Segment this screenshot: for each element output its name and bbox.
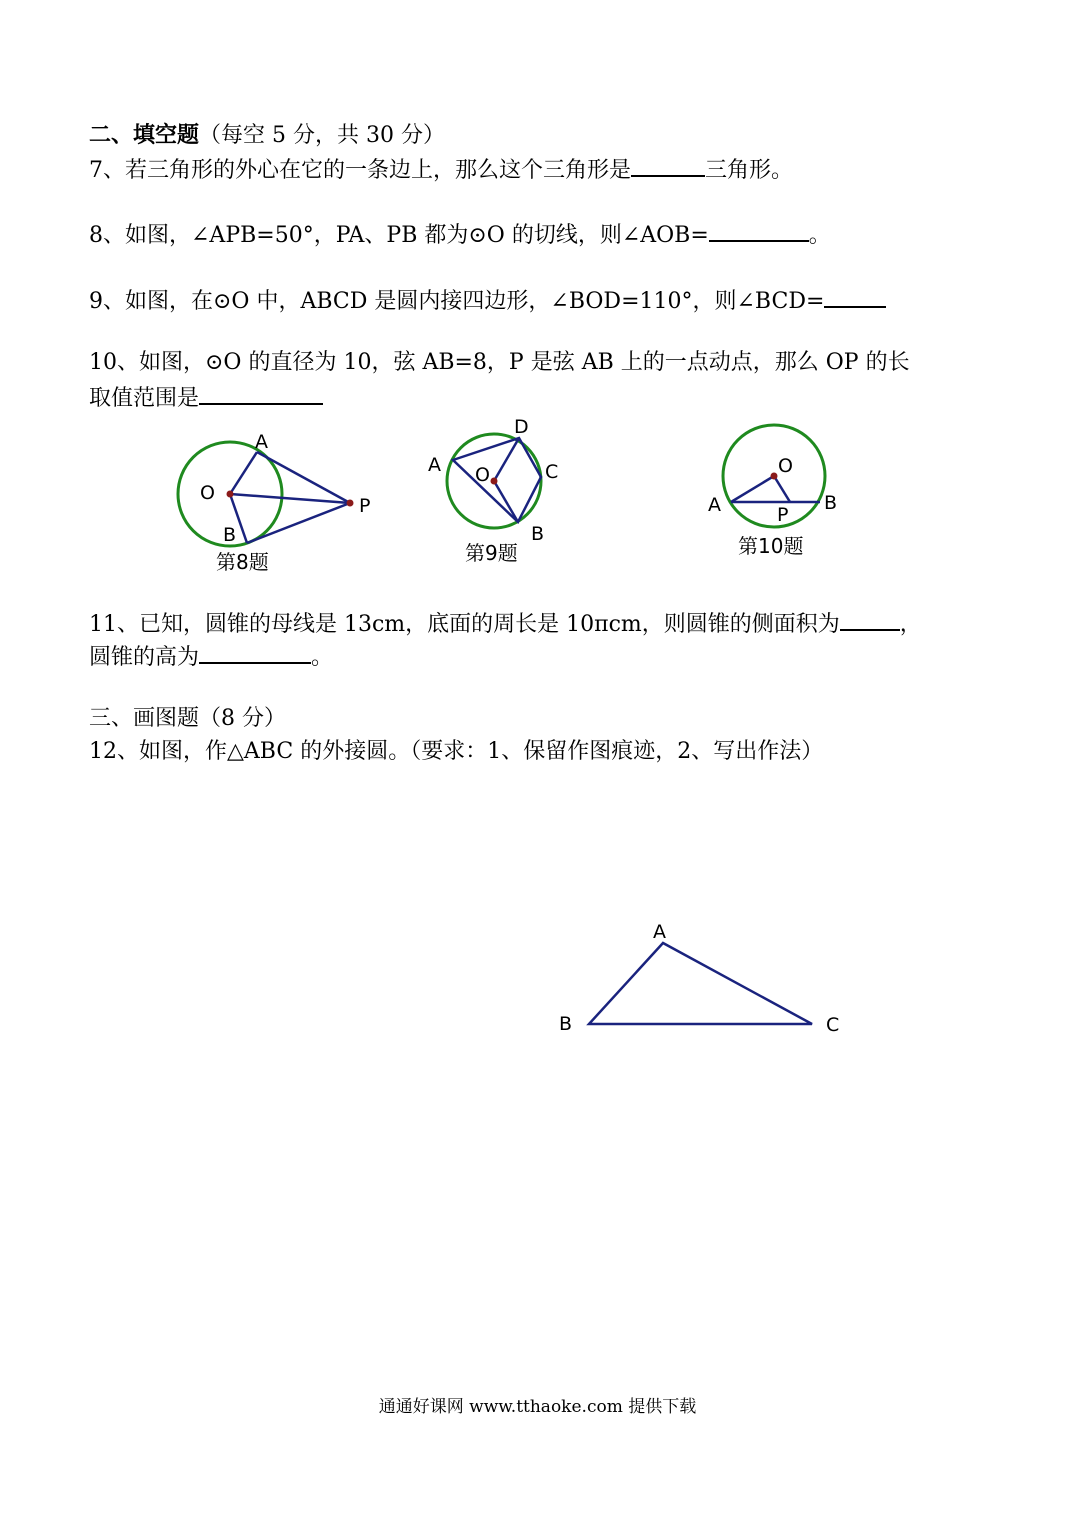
fig12-label-c: C	[826, 1014, 840, 1036]
q8-text: 8、如图，∠APB=50°，PA、PB 都为⊙O 的切线，则∠AOB=	[89, 223, 709, 248]
fig10-label-p: P	[777, 504, 789, 526]
q11-blank-area	[840, 607, 900, 631]
fig12-label-b: B	[559, 1013, 573, 1035]
fig9-label-b: B	[531, 523, 545, 545]
figure-12	[559, 921, 839, 1036]
fig9-point-o	[491, 478, 498, 485]
q11-blank-height	[199, 640, 311, 664]
fig9-caption: 第9题	[465, 541, 518, 565]
fig8-tangent-pa	[257, 452, 350, 503]
q11-separator: ，	[899, 612, 922, 637]
figure-10	[708, 425, 837, 558]
fig8-radius-oa	[230, 452, 257, 494]
fig12-triangle-abc	[589, 943, 812, 1024]
fig10-point-o	[771, 473, 778, 480]
q10-text: 取值范围是	[89, 386, 200, 411]
question-11-line2	[89, 640, 333, 673]
fig8-label-b: B	[223, 524, 237, 546]
fig10-segment-op	[774, 476, 790, 502]
fig8-point-p	[347, 500, 354, 507]
fig10-label-b: B	[824, 492, 838, 514]
figure-9	[428, 416, 558, 565]
fig8-label-p: P	[359, 495, 371, 517]
fig9-label-o: O	[475, 464, 490, 486]
q7-suffix: 三角形。	[705, 158, 794, 183]
q9-text: 9、如图，在⊙O 中，ABCD 是圆内接四边形，∠BOD=110°，则∠BCD=	[89, 289, 825, 314]
fig9-label-d: D	[514, 416, 529, 438]
q7-text: 7、若三角形的外心在它的一条边上，那么这个三角形是	[89, 158, 631, 183]
fig10-caption: 第10题	[738, 534, 804, 558]
question-10-line1: 10、如图，⊙O 的直径为 10，弦 AB=8，P 是弦 AB 上的一点动点，那么 OP 的长	[89, 350, 910, 375]
section3-title: 三、画图题（8 分）	[89, 706, 286, 731]
fig10-label-a: A	[708, 494, 721, 516]
q11-text: 11、已知，圆锥的母线是 13cm，底面的周长是 10πcm，则圆锥的侧面积为	[89, 612, 840, 637]
fig10-radius-oa	[731, 476, 774, 502]
section2-note: （每空 5 分，共 30 分）	[199, 123, 445, 148]
fig8-point-o	[227, 491, 234, 498]
section2-title: 二、填空题	[89, 122, 200, 148]
fig9-label-c: C	[545, 461, 559, 483]
q11-end: 。	[311, 645, 334, 670]
fig8-caption: 第8题	[216, 550, 269, 574]
q11-text-2: 圆锥的高为	[89, 645, 200, 670]
fig8-label-a: A	[255, 431, 268, 453]
fig8-segment-op	[230, 494, 350, 503]
figure-8	[178, 431, 370, 574]
q8-suffix: 。	[808, 223, 831, 248]
fig9-label-a: A	[428, 454, 441, 476]
fig12-label-a: A	[653, 921, 666, 943]
question-11-line1	[89, 607, 922, 640]
question-12: 12、如图，作△ABC 的外接圆。（要求：1、保留作图痕迹，2、写出作法）	[89, 739, 824, 764]
fig8-tangent-pb	[247, 503, 350, 543]
fig10-label-o: O	[778, 455, 793, 477]
page-footer: 通通好课网 www.tthaoke.com 提供下载	[378, 1397, 697, 1417]
fig8-label-o: O	[200, 482, 215, 504]
